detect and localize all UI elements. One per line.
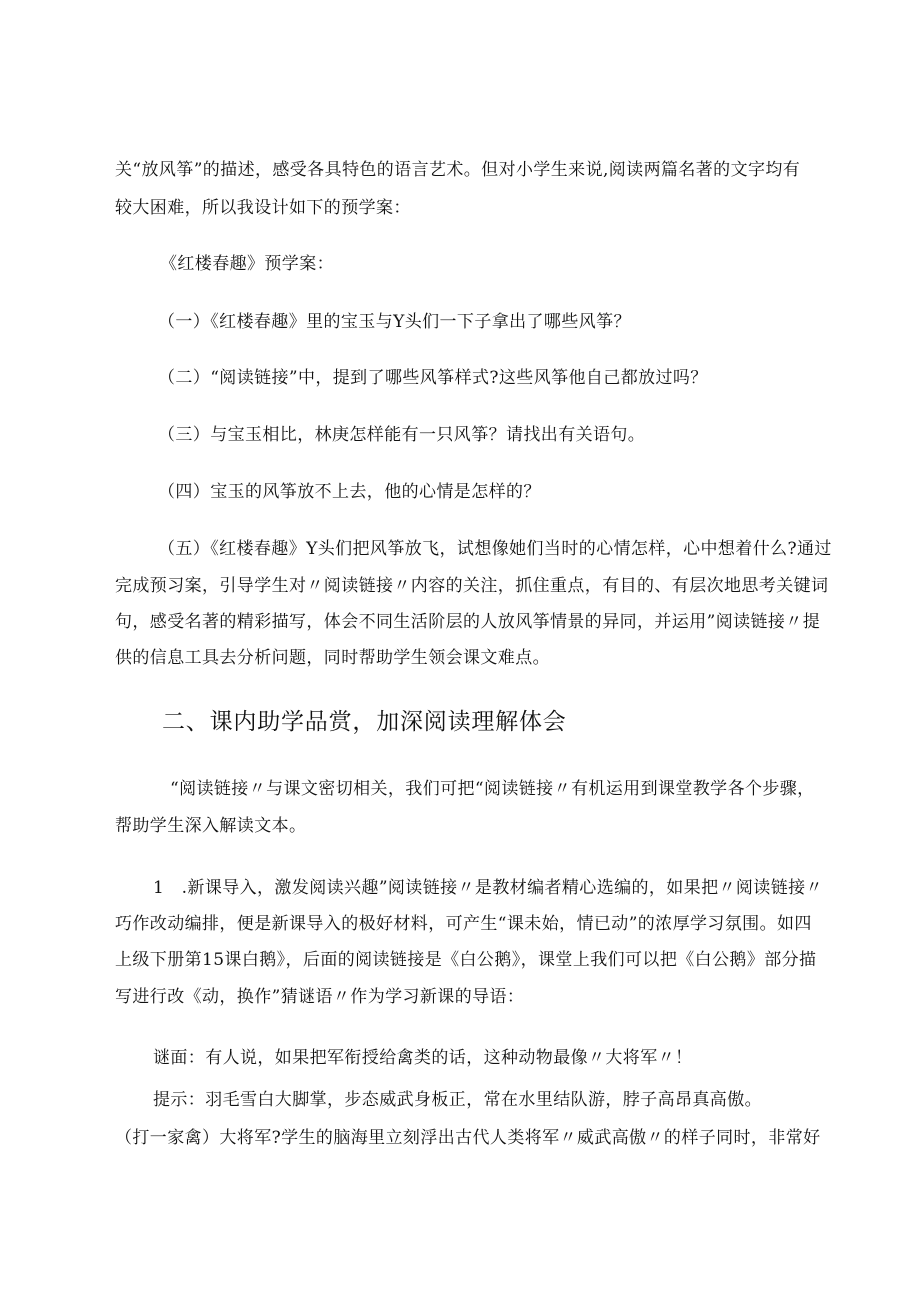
intro-line-2: 较大困难，所以我设计如下的预学案：	[115, 198, 411, 218]
question-5-line-3: 句，感受名著的精彩描写，体会不同生活阶层的人放风筝情景的异同，并运用”阅读链接〃提	[115, 612, 821, 632]
riddle-line: 谜面：有人说，如果把军衔授给禽类的话，这种动物最像〃大将军〃！	[153, 1048, 693, 1068]
question-5-line-4: 供的信息工具去分析问题，同时帮助学生领会课文难点。	[115, 648, 550, 668]
section-para-line-1: “阅读链接〃与课文密切相关，我们可把“阅读链接〃有机运用到课堂教学各个步骤，	[170, 779, 815, 799]
question-5-line-1: （五）《红楼春趣》Y头们把风筝放飞，试想像她们当时的心情怎样，心中想着什么?通过	[158, 539, 832, 559]
hint-line: 提示：羽毛雪白大脚掌，步态威武身板正，常在水里结队游，脖子高昂真高傲。	[153, 1090, 762, 1110]
prestudy-title: 《红楼春趣》预学案：	[160, 254, 334, 274]
question-1: （一）《红楼春趣》里的宝玉与Y头们一下子拿出了哪些风筝？	[158, 312, 631, 332]
point-1-line-1: 1 .新课导入，激发阅读兴趣”阅读链接〃是教材编者精心选编的，如果把〃阅读链接〃	[153, 878, 823, 898]
section-para-line-2: 帮助学生深入解读文本。	[115, 816, 307, 836]
question-5-line-2: 完成预习案，引导学生对〃阅读链接〃内容的关注，抓住重点，有目的、有层次地思考关键词	[115, 576, 829, 596]
last-line: （打一家禽）大将军?学生的脑海里立刻浮出古代人类将军〃威武高傲〃的样子同时，非常好	[115, 1128, 821, 1148]
intro-line-1: 关“放风筝”的描述，感受各具特色的语言艺术。但对小学生来说,阅读两篇名著的文字均有	[115, 160, 801, 180]
point-1-line-3: 上级下册第15课白鹅》，后面的阅读链接是《白公鹅》，课堂上我们可以把《白公鹅》部分描	[115, 950, 817, 970]
question-3: （三）与宝玉相比，林庚怎样能有一只风筝？请找出有关语句。	[158, 425, 646, 445]
section-heading: 二、课内助学品赏，加深阅读理解体会	[162, 709, 567, 735]
point-1-line-2: 巧作改动编排，便是新课导入的极好材料，可产生“课未始，情已动”的浓厚学习氛围。如四	[115, 914, 812, 934]
point-1-line-4: 写进行改《动，换作”猜谜语〃作为学习新课的导语：	[115, 987, 525, 1007]
question-2: （二）“阅读链接”中，提到了哪些风筝样式?这些风筝他自己都放过吗？	[158, 368, 708, 388]
question-4: （四）宝玉的风筝放不上去，他的心情是怎样的？	[158, 482, 541, 502]
